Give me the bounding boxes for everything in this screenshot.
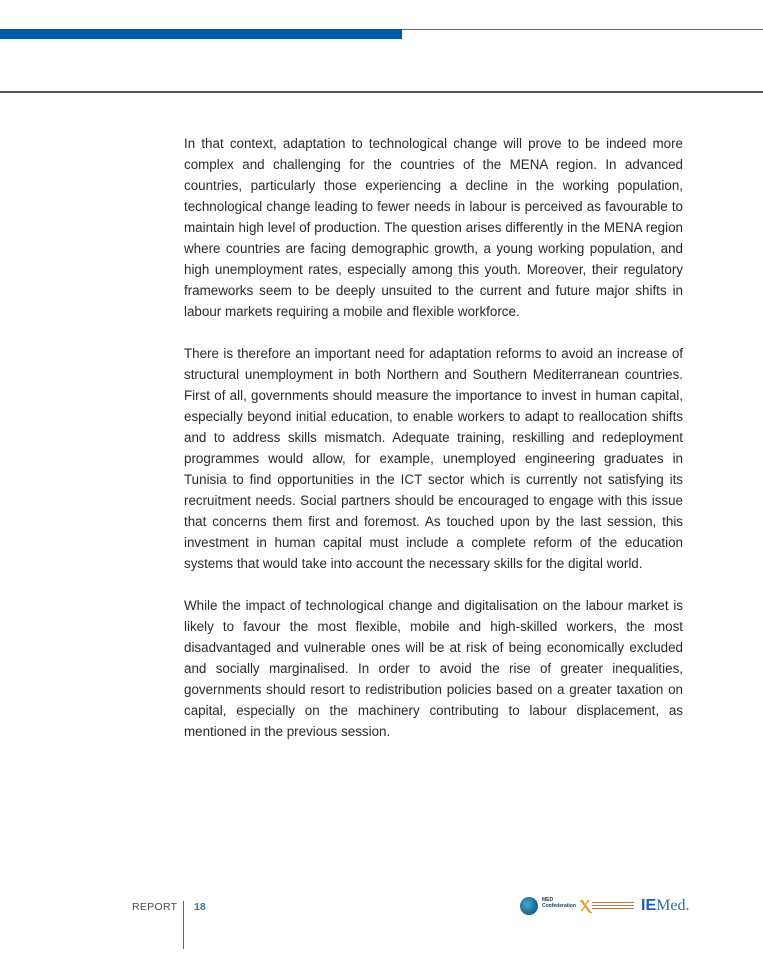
- header-accent-bar: [0, 29, 402, 39]
- partner-logos: [520, 895, 700, 919]
- paragraph-context: In that context, adaptation to technological change will prove to be indeed more complex and challenging for the countries of the MENA region. In advanced countries, particularly those experiencing a decline in the working population, technological change leading to fewer needs in labour is perceived as favourable to maintain high level of production. The question arises differently in the MENA region where countries are facing demographic growth, a young working population, and high unemployment rates, especially among this youth. Moreover, their regulatory frameworks seem to be deeply unsuited to the current and future major shifts in labour markets requiring a mobile and flexible workforce.: [184, 136, 683, 319]
- report-body: [184, 133, 683, 763]
- globe-icon: [520, 897, 538, 915]
- med-confederation-wordmark: MED Confederation: [542, 897, 576, 909]
- header-divider: [0, 91, 763, 93]
- med-confederation-logo: [520, 896, 578, 918]
- header-thin-rule: [402, 29, 763, 30]
- partner-organisation-logo: [580, 896, 636, 918]
- footer-divider: [183, 901, 184, 949]
- page-number: 18: [194, 901, 206, 913]
- paragraph-inequalities: While the impact of technological change and digitalisation on the labour market is likely to favour the most flexible, mobile and high-skilled workers, the most disadvantaged and vulnerable ones will be at risk of being economically excluded and socially marginalised. In order to avoid the rise of greater inequalities, governments should resort to redistribution policies based on a greater taxation on capital, especially on the machinery contributing to labour displacement, as mentioned in the previous session.: [184, 598, 683, 739]
- partner-wordmark-lines: [592, 902, 634, 911]
- partner-emblem-icon: Ⲭ: [580, 898, 591, 915]
- paragraph-adaptation-reforms: There is therefore an important need for adaptation reforms to avoid an increase of structural unemployment in both Northern and Southern Mediterranean countries. First of all, governments should measure the importance to invest in human capital, especially beyond initial education, to enable workers to adapt to reallocation shifts and to address skills mismatch. Adequate training, reskilling and redeployment programmes would allow, for example, unemployed engineering graduates in Tunisia to find opportunities in the ICT sector which is currently not satisfying its recruitment needs. Social partners should be encouraged to engage with this issue that concerns them first and foremost. As touched upon by the last session, this investment in human capital must include a complete reform of the education systems that would take into account the necessary skills for the digital world.: [184, 346, 683, 571]
- iemed-logo: IEMed.: [641, 897, 690, 914]
- footer-section-label: REPORT: [132, 901, 178, 913]
